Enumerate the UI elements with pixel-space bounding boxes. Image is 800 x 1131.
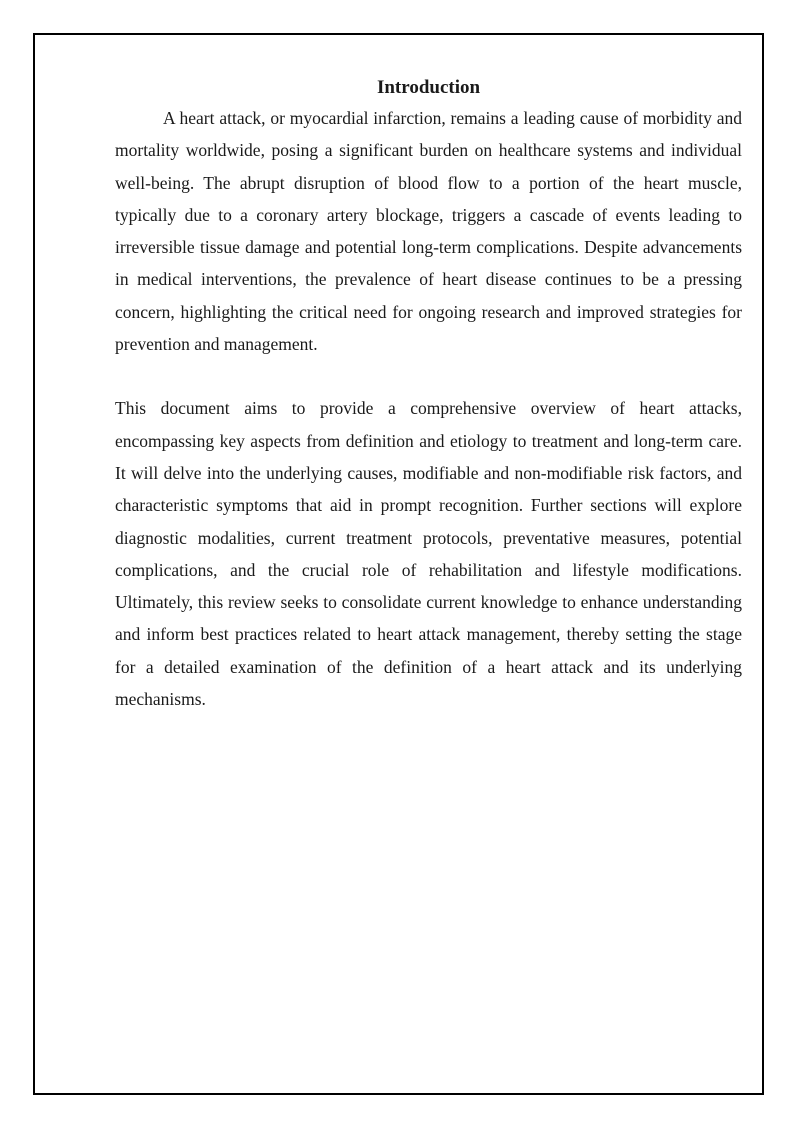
paragraph-intro: A heart attack, or myocardial infarction, remains a leading cause of morbidity and mortality worldwide, posing a significant burden on healthcare systems and individual well-being. The abrupt disruption of blood flow to a portion of the heart muscle, typically due to a coronary artery blockage, triggers a cascade of events leading to irreversible tissue damage and potential long-term complications. Despite advancements in medical interventions, the prevalence of heart disease continues to be a pressing concern, highlighting the critical need for ongoing research and improved strategies for prevention and management. bbox=[115, 108, 742, 355]
paragraph-spacer bbox=[115, 360, 742, 392]
document-body bbox=[115, 74, 742, 715]
paragraph-overview: This document aims to provide a comprehensive overview of heart attacks, encompassing key aspects from definition and etiology to treatment and long-term care. It will delve into the underlying causes, modifiable and non-modifiable risk factors, and characteristic symptoms that aid in prompt recognition. Further sections will explore diagnostic modalities, current treatment protocols, preventative measures, potential complications, and the crucial role of rehabilitation and lifestyle modifications. Ultimately, this review seeks to consolidate current knowledge to enhance understanding and inform best practices related to heart attack management, thereby setting the stage for a detailed examination of the definition of a heart attack and its underlying mechanisms. bbox=[115, 398, 742, 710]
section-heading: Introduction bbox=[376, 77, 481, 98]
